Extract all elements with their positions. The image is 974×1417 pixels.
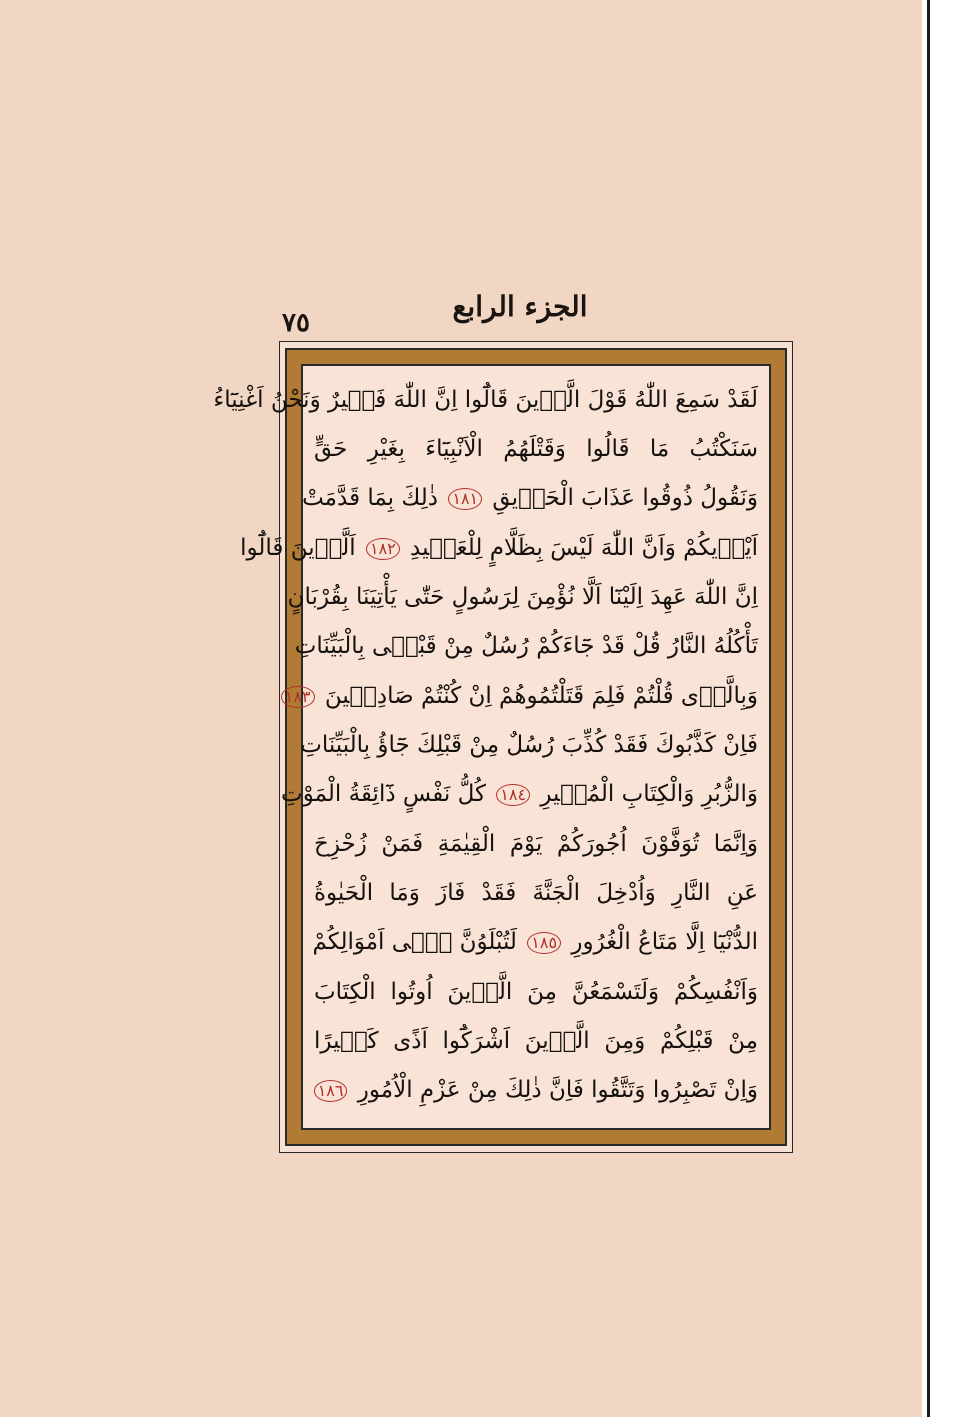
ayah-number-marker: ١٨٤	[496, 784, 530, 806]
text-line-14: مِنْ قَبْلِكُمْ وَمِنَ الَّذٖينَ اَشْرَكُٓوا اَذًى كَثٖيرًا	[314, 1028, 758, 1054]
ayah-number-marker: ١٨٦	[314, 1080, 348, 1102]
ayah-number-marker: ١٨٥	[527, 932, 561, 954]
text-line-3: وَنَقُولُ ذُوقُوا عَذَابَ الْحَرٖيقِ ١٨١ ذٰلِكَ بِمَا قَدَّمَتْ	[302, 485, 758, 511]
text-line-4: اَيْدٖيكُمْ وَاَنَّ اللّٰهَ لَيْسَ بِظَلَّامٍ لِلْعَبٖيدِ ١٨٢ اَلَّذٖينَ قَالُٓوا	[240, 535, 758, 561]
binding-line	[927, 0, 930, 1417]
text-line-5: اِنَّ اللّٰهَ عَهِدَ اِلَيْنَٓا اَلَّا نُؤْمِنَ لِرَسُولٍ حَتّٰى يَأْتِيَنَا بِقُرْبَانٍ	[287, 584, 758, 610]
text-line-12: الدُّنْيَٓا اِلَّا مَتَاعُ الْغُرُورِ ١٨٥ لَتُبْلَوُنَّ فٖٓى اَمْوَالِكُمْ	[312, 929, 758, 955]
text-line-13: وَاَنْفُسِكُمْ وَلَتَسْمَعُنَّ مِنَ الَّذٖينَ اُوتُوا الْكِتَابَ	[314, 979, 758, 1005]
ayah-number-marker: ١٨٢	[366, 538, 400, 560]
text-line-15: وَاِنْ تَصْبِرُوا وَتَتَّقُوا فَاِنَّ ذٰلِكَ مِنْ عَزْمِ الْاُمُورِ ١٨٦	[314, 1066, 758, 1115]
text-block	[213, 376, 758, 1118]
juz-header: الجزء الرابع	[452, 290, 588, 323]
text-line-1: لَقَدْ سَمِعَ اللّٰهُ قَوْلَ الَّذٖينَ قَالُٓوا اِنَّ اللّٰهَ فَقٖيرٌ وَنَحْنُ اَغْنِيَٓاءُ	[213, 387, 758, 413]
text-line-6: تَأْكُلُهُ النَّارُ قُلْ قَدْ جَٓاءَكُمْ رُسُلٌ مِنْ قَبْلٖى بِالْبَيِّنَاتِ	[294, 633, 758, 659]
page-number: ٧٥	[282, 308, 310, 338]
text-line-9: وَالزُّبُرِ وَالْكِتَابِ الْمُنٖيرِ ١٨٤ كُلُّ نَفْسٍ ذَٓائِقَةُ الْمَوْتِ	[281, 781, 758, 807]
ayah-number-marker: ١٨١	[448, 488, 482, 510]
text-line-11: عَنِ النَّارِ وَاُدْخِلَ الْجَنَّةَ فَقَدْ فَازَ وَمَا الْحَيٰوةُ	[314, 880, 758, 906]
ayah-number-marker: ١٨٣	[281, 686, 315, 708]
text-line-2: سَنَكْتُبُ مَا قَالُوا وَقَتْلَهُمُ الْاَنْبِيَٓاءَ بِغَيْرِ حَقٍّ	[314, 436, 758, 462]
text-line-7: وَبِالَّذٖى قُلْتُمْ فَلِمَ قَتَلْتُمُوهُمْ اِنْ كُنْتُمْ صَادِقٖينَ ١٨٣	[314, 672, 758, 721]
text-line-10: وَاِنَّمَا تُوَفَّوْنَ اُجُورَكُمْ يَوْمَ الْقِيٰمَةِ فَمَنْ زُحْزِحَ	[314, 831, 758, 857]
text-line-8: فَاِنْ كَذَّبُوكَ فَقَدْ كُذِّبَ رُسُلٌ مِنْ قَبْلِكَ جَٓاؤُ بِالْبَيِّنَاتِ	[300, 732, 758, 758]
